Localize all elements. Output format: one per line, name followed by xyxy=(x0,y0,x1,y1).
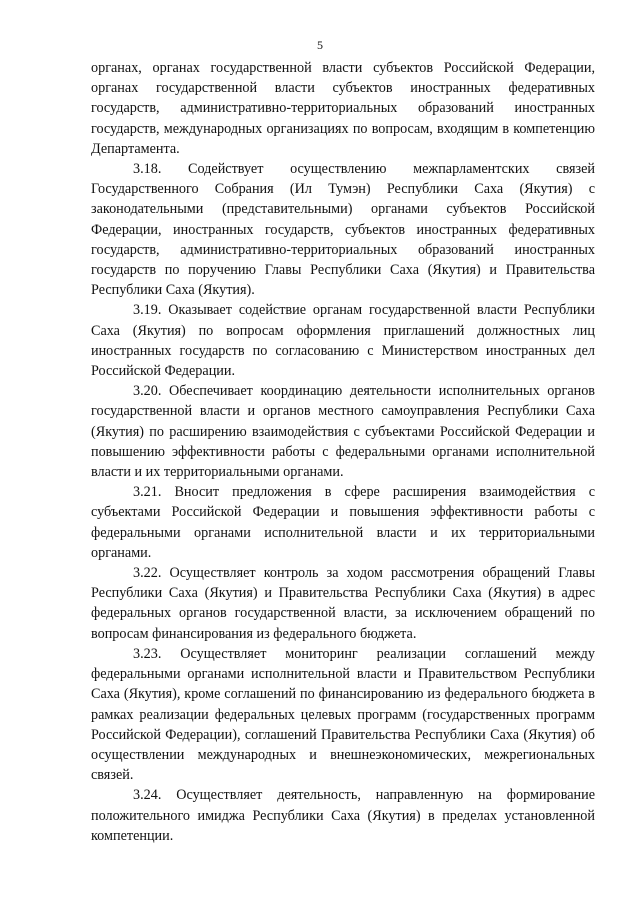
document-body xyxy=(91,58,595,846)
paragraph-3-24: 3.24. Осуществляет деятельность, направленную на формирование положительного имиджа Республики Саха (Якутия) в пределах установленной компетенции. xyxy=(91,787,595,844)
paragraph-continuation: органах, органах государственной власти субъектов Российской Федерации, органах государственной власти субъектов иностранных федеративных государств, административно-территориальных образований иностранных государств, международных организациях по вопросам, входящим в компетенцию Департамента. xyxy=(91,60,595,157)
paragraph-3-23: 3.23. Осуществляет мониторинг реализации соглашений между федеральными органами исполнительной власти и Правительством Республики Саха (Якутия), кроме соглашений по финансированию из федерального бюджета в рамках реализации федеральных целевых программ (государственных программ Российской Федерации), соглашений Правительства Республики Саха (Якутия) об осуществлении международных и внешнеэкономических, межрегиональных связей. xyxy=(91,645,595,784)
paragraph-3-21: 3.21. Вносит предложения в сфере расширения взаимодействия с субъектами Российской Федерации и повышения эффективности работы с федеральными органами исполнительной власти и их территориальными органами. xyxy=(91,484,595,561)
paragraph-3-20: 3.20. Обеспечивает координацию деятельности исполнительных органов государственной власти и органов местного самоуправления Республики Саха (Якутия) по расширению взаимодействия с субъектами Российской Федерации и повышению эффективности работы с федеральными органами исполнительной власти и их территориальными органами. xyxy=(91,383,595,481)
paragraph-3-19: 3.19. Оказывает содействие органам государственной власти Республики Саха (Якутия) по вопросам оформления приглашений должностных лиц иностранных государств по согласованию с Министерством иностранных дел Российской Федерации. xyxy=(91,302,595,380)
paragraph-3-22: 3.22. Осуществляет контроль за ходом рассмотрения обращений Главы Республики Саха (Якутия) и Правительства Республики Саха (Якутия) в адрес федеральных органов государственной власти, за исключением обращений по вопросам финансирования из федерального бюджета. xyxy=(91,565,595,642)
paragraph-3-18: 3.18. Содействует осуществлению межпарламентских связей Государственного Собрания (Ил Тумэн) Республики Саха (Якутия) с законодательными (представительными) органами субъектов Российской Федерации, иностранных государств, субъектов иностранных федеративных государств, административно-территориальных образований иностранных государств по поручению Главы Республики Саха (Якутия) и Правительства Республики Саха (Якутия). xyxy=(91,161,595,299)
page-number: 5 xyxy=(317,38,323,52)
